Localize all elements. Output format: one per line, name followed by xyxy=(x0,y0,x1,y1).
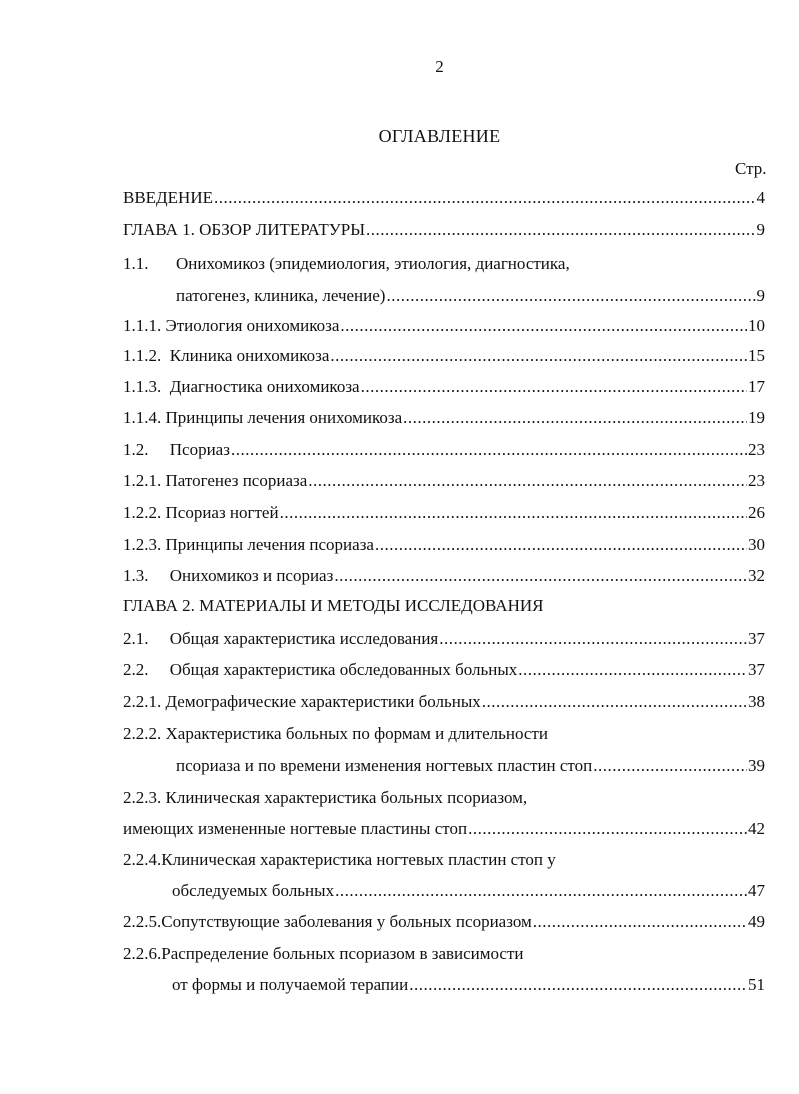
toc-chapter-heading xyxy=(0,596,799,622)
toc-entry xyxy=(0,471,799,497)
toc-entry xyxy=(0,346,799,372)
toc-entry-label: ВВЕДЕНИЕ xyxy=(123,188,213,207)
toc-title: ОГЛАВЛЕНИЕ xyxy=(378,126,501,146)
toc-entry xyxy=(0,220,799,246)
toc-entry-label: 1.2.2. Псориаз ногтей xyxy=(123,503,279,522)
toc-entry-label: 2.2. Общая характеристика обследованных больных xyxy=(123,660,518,679)
toc-leader-dots xyxy=(280,503,747,523)
toc-entry-page: 42 xyxy=(748,819,765,838)
toc-entry xyxy=(0,566,799,592)
toc-entry-page: 39 xyxy=(748,756,765,775)
toc-leader-dots xyxy=(593,756,747,776)
toc-entry-page: 15 xyxy=(748,346,765,365)
toc-leader-dots xyxy=(231,440,747,460)
toc-entry-page: 19 xyxy=(748,408,765,427)
toc-leader-dots xyxy=(375,535,747,555)
toc-entry-page: 47 xyxy=(748,881,765,900)
toc-entry-label: 2.2.5.Сопутствующие заболевания у больных псориазом xyxy=(123,912,532,931)
toc-entry-label-cont: от формы и получаемой терапии xyxy=(172,975,409,994)
toc-entry xyxy=(0,629,799,655)
toc-leader-dots xyxy=(468,819,747,839)
toc-entry-label: ГЛАВА 1. ОБЗОР ЛИТЕРАТУРЫ xyxy=(123,220,366,239)
toc-leader-dots xyxy=(482,692,747,712)
toc-leader-dots xyxy=(334,566,747,586)
toc-entry-page: 51 xyxy=(748,975,765,994)
toc-entry-page: 9 xyxy=(756,220,765,239)
toc-entry-number: 1.1. xyxy=(123,254,149,273)
toc-entry-label: 2.2.4.Клиническая характеристика ногтевых пластин стоп у xyxy=(123,850,556,869)
toc-entry-label-cont: обследуемых больных xyxy=(172,881,335,900)
toc-entry-label: 2.2.6.Распределение больных псориазом в зависимости xyxy=(123,944,524,963)
toc-entry-label: 1.1.1. Этиология онихомикоза xyxy=(123,316,340,335)
toc-leader-dots xyxy=(439,629,747,649)
toc-entry-label: 1.1.3. Диагностика онихомикоза xyxy=(123,377,360,396)
toc-entry xyxy=(0,724,799,784)
toc-entry xyxy=(0,660,799,686)
toc-entry xyxy=(0,535,799,561)
toc-entry-label: 1.2.3. Принципы лечения псориаза xyxy=(123,535,374,554)
toc-entry xyxy=(0,788,799,848)
toc-leader-dots xyxy=(386,286,755,306)
toc-entry-label: ГЛАВА 2. МАТЕРИАЛЫ И МЕТОДЫ ИССЛЕДОВАНИЯ xyxy=(123,596,544,615)
toc-entry-page: 49 xyxy=(748,912,765,931)
toc-leader-dots xyxy=(366,220,755,240)
toc-entry-page: 23 xyxy=(748,471,765,490)
toc-entry xyxy=(0,944,799,1004)
toc-leader-dots xyxy=(403,408,747,428)
toc-leader-dots xyxy=(361,377,747,397)
toc-entry-label: 1.2. Псориаз xyxy=(123,440,230,459)
toc-entry-label: Онихомикоз (эпидемиология, этиология, диагностика, xyxy=(176,254,570,273)
toc-leader-dots xyxy=(340,316,747,336)
toc-entry xyxy=(0,850,799,910)
toc-leader-dots xyxy=(518,660,747,680)
toc-leader-dots xyxy=(214,188,756,208)
toc-entry-page: 4 xyxy=(756,188,765,207)
toc-entry-page: 17 xyxy=(748,377,765,396)
toc-entry-page: 37 xyxy=(748,660,765,679)
toc-entry-label: 2.2.1. Демографические характеристики больных xyxy=(123,692,481,711)
toc-leader-dots xyxy=(335,881,747,901)
toc-entry xyxy=(0,440,799,466)
toc-entry-page: 32 xyxy=(748,566,765,585)
toc-entry-label: 1.1.4. Принципы лечения онихомикоза xyxy=(123,408,403,427)
toc-entry-label: 2.2.3. Клиническая характеристика больных псориазом, xyxy=(123,788,528,807)
toc-entry-page: 37 xyxy=(748,629,765,648)
toc-entry xyxy=(0,254,799,314)
toc-entry-label-cont: имеющих измененные ногтевые пластины стоп xyxy=(123,819,468,838)
toc-entry-page: 9 xyxy=(756,286,765,305)
toc-leader-dots xyxy=(409,975,747,995)
toc-entry-label: 2.1. Общая характеристика исследования xyxy=(123,629,439,648)
toc-entry xyxy=(0,692,799,718)
toc-entry-label: 1.2.1. Патогенез псориаза xyxy=(123,471,308,490)
toc-entry xyxy=(0,503,799,529)
toc-entry-label-cont: патогенез, клиника, лечение) xyxy=(176,286,386,305)
toc-entry-page: 23 xyxy=(748,440,765,459)
page-number: 2 xyxy=(435,57,444,76)
toc-entry xyxy=(0,188,799,214)
toc-entry-page: 30 xyxy=(748,535,765,554)
toc-entry-page: 26 xyxy=(748,503,765,522)
toc-entry-page: 10 xyxy=(748,316,765,335)
toc-entry xyxy=(0,408,799,434)
toc-entry-label-cont: псориаза и по времени изменения ногтевых пластин стоп xyxy=(176,756,593,775)
toc-leader-dots xyxy=(533,912,747,932)
toc-entry xyxy=(0,912,799,938)
toc-entry xyxy=(0,316,799,342)
toc-leader-dots xyxy=(308,471,747,491)
toc-entry xyxy=(0,377,799,403)
toc-entry-page: 38 xyxy=(748,692,765,711)
toc-leader-dots xyxy=(330,346,747,366)
page-column-header: Стр. xyxy=(735,159,767,178)
toc-entry-label: 1.1.2. Клиника онихомикоза xyxy=(123,346,330,365)
toc-entry-label: 2.2.2. Характеристика больных по формам и длительности xyxy=(123,724,548,743)
toc-entry-label: 1.3. Онихомикоз и псориаз xyxy=(123,566,334,585)
